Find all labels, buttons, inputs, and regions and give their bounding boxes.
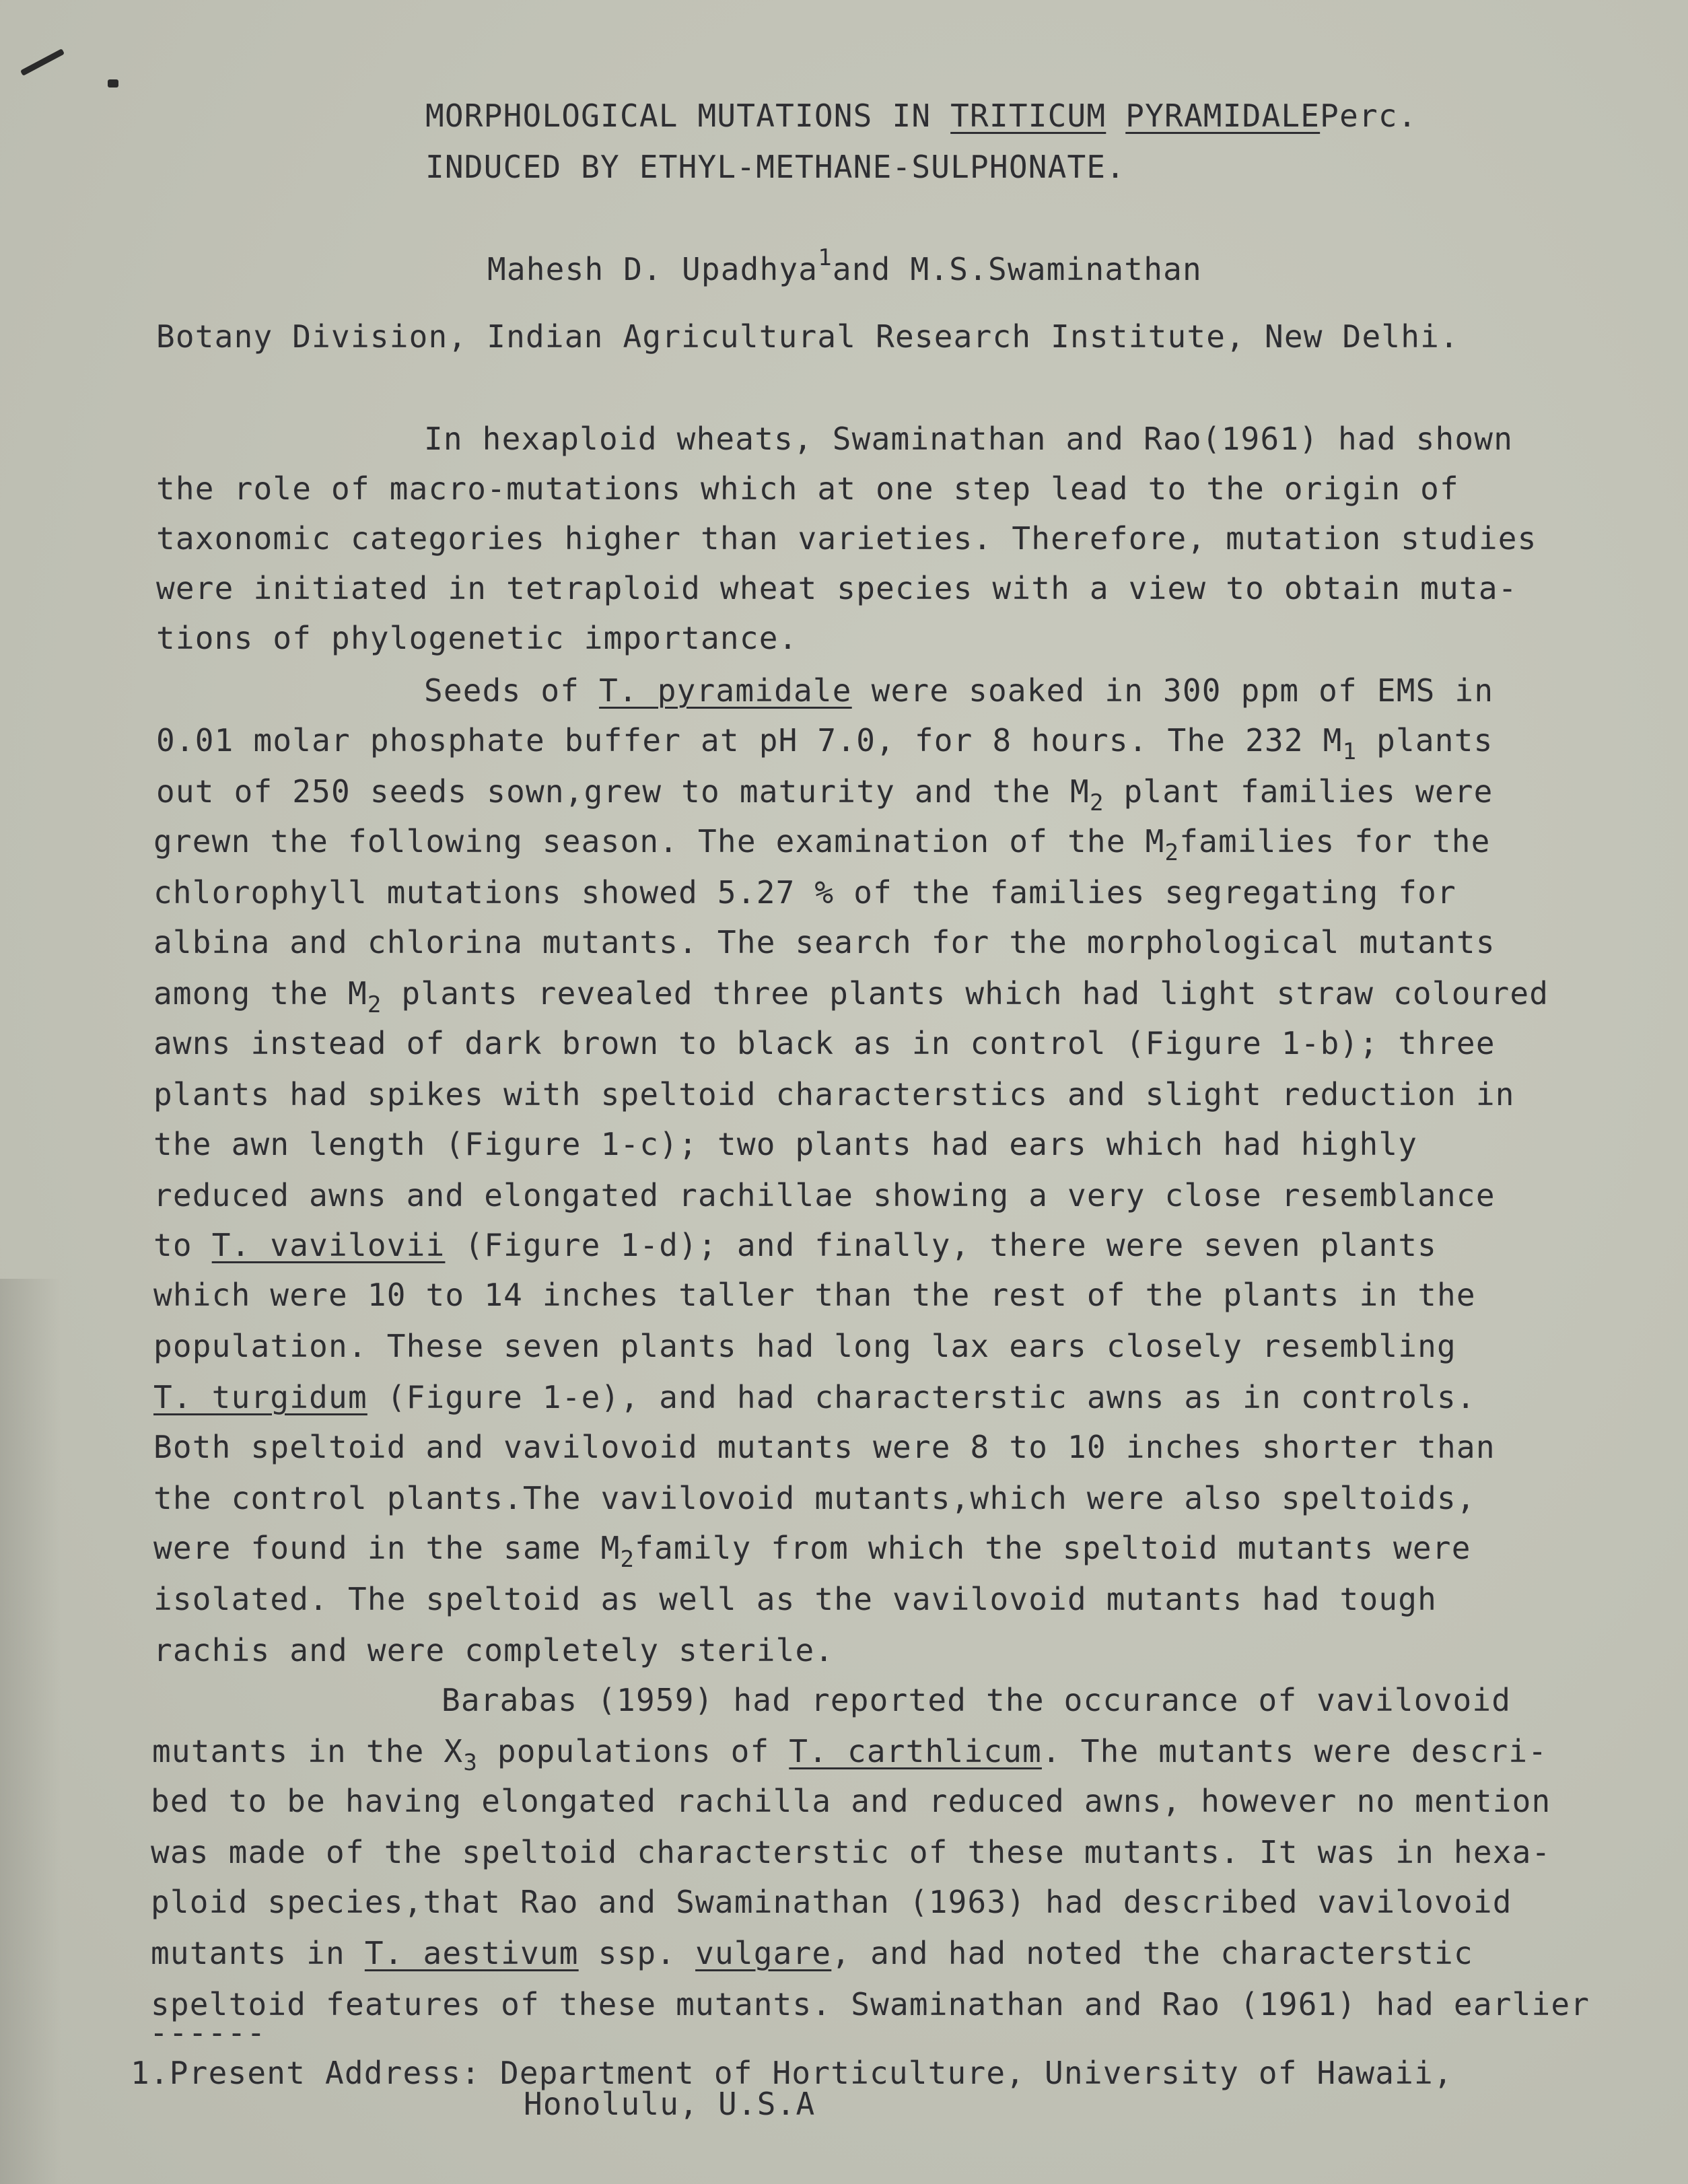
footnote-rule: ------ bbox=[149, 2014, 267, 2051]
paragraph-2-line: isolated. The speltoid as well as the vavilovoid mutants had tough bbox=[153, 1581, 1438, 1617]
page-edge-shadow bbox=[0, 1279, 61, 2184]
ink-dot bbox=[108, 79, 118, 87]
paragraph-2-line: plants had spikes with speltoid characterstics and slight reduction in bbox=[153, 1076, 1515, 1113]
footnote-line: 1.Present Address: Department of Horticulture, University of Hawaii, bbox=[131, 2055, 1453, 2091]
paragraph-1-line: were initiated in tetraploid wheat species with a view to obtain muta- bbox=[156, 570, 1518, 606]
paragraph-1-line: In hexaploid wheats, Swaminathan and Rao(1961) had shown bbox=[424, 421, 1514, 457]
paragraph-3-line: mutants in the $X_3$ populations of T. carthlicum. The mutants were descri- bbox=[152, 1733, 1548, 1776]
paragraph-2-line: awns instead of dark brown to black as in control (Figure 1-b); three bbox=[153, 1025, 1496, 1061]
paragraph-2-line: rachis and were completely sterile. bbox=[153, 1632, 835, 1668]
paragraph-3-line: Barabas (1959) had reported the occurance of vavilovoid bbox=[442, 1682, 1512, 1718]
paragraph-3-line: speltoid features of these mutants. Swaminathan and Rao (1961) had earlier bbox=[151, 1986, 1590, 2022]
paragraph-2-line: T. turgidum (Figure 1-e), and had characterstic awns as in controls. bbox=[153, 1379, 1476, 1415]
title-line-2: INDUCED BY ETHYL-METHANE-SULPHONATE. bbox=[425, 149, 1126, 185]
paragraph-3-line: mutants in T. aestivum ssp. vulgare, and had noted the characterstic bbox=[151, 1935, 1473, 1971]
affiliation: Botany Division, Indian Agricultural Research Institute, New Delhi. bbox=[156, 318, 1459, 355]
paragraph-3-line: was made of the speltoid characterstic of these mutants. It was in hexa- bbox=[151, 1834, 1551, 1870]
paragraph-2-line: to T. vavilovii (Figure 1-d); and finally, there were seven plants bbox=[153, 1227, 1438, 1263]
paragraph-2-line: chlorophyll mutations showed 5.27 % of the families segregating for bbox=[153, 874, 1456, 911]
paragraph-2-line: population. These seven plants had long lax ears closely resembling bbox=[153, 1328, 1456, 1364]
paragraph-3-line: bed to be having elongated rachilla and reduced awns, however no mention bbox=[151, 1783, 1551, 1819]
paragraph-2-line: albina and chlorina mutants. The search for the morphological mutants bbox=[153, 924, 1496, 960]
paragraph-2-line: Seeds of T. pyramidale were soaked in 300 ppm of EMS in bbox=[424, 672, 1494, 709]
paragraph-2-line: the control plants.The vavilovoid mutants,which were also speltoids, bbox=[153, 1480, 1476, 1516]
paragraph-2-line: were found in the same $M_2family$ from which the speltoid mutants were bbox=[153, 1530, 1471, 1573]
paragraph-3-line: ploid species,that Rao and Swaminathan (1963) had described vavilovoid bbox=[151, 1884, 1512, 1920]
paragraph-1-line: tions of phylogenetic importance. bbox=[156, 620, 798, 656]
paragraph-2-line: which were 10 to 14 inches taller than the rest of the plants in the bbox=[153, 1277, 1476, 1313]
paragraph-2-line: out of 250 seeds sown,grew to maturity and the $M_2$ plant families were bbox=[156, 773, 1493, 816]
paragraph-2-line: Both speltoid and vavilovoid mutants were 8 to 10 inches shorter than bbox=[153, 1429, 1496, 1465]
authors: Mahesh D. Upadhya$^1$and M.S.Swaminathan bbox=[487, 244, 1202, 287]
paragraph-2-line: the awn length (Figure 1-c); two plants had ears which had highly bbox=[153, 1126, 1418, 1162]
paragraph-2-line: among the $M_2$ plants revealed three plants which had light straw coloured bbox=[153, 975, 1549, 1018]
paragraph-1-line: taxonomic categories higher than varieties. Therefore, mutation studies bbox=[156, 520, 1537, 557]
paragraph-1-line: the role of macro-mutations which at one step lead to the origin of bbox=[156, 470, 1459, 507]
title-line-1: MORPHOLOGICAL MUTATIONS IN TRITICUM PYRAMIDALEPerc. bbox=[425, 98, 1417, 134]
paragraph-2-line: 0.01 molar phosphate buffer at pH 7.0, for 8 hours. The 232 $M_1$ plants bbox=[156, 722, 1493, 765]
paragraph-2-line: reduced awns and elongated rachillae showing a very close resemblance bbox=[153, 1177, 1496, 1213]
paragraph-2-line: grewn the following season. The examination of the $M_2families$ for the bbox=[153, 823, 1491, 866]
footnote-line: Honolulu, U.S.A bbox=[524, 2086, 816, 2122]
